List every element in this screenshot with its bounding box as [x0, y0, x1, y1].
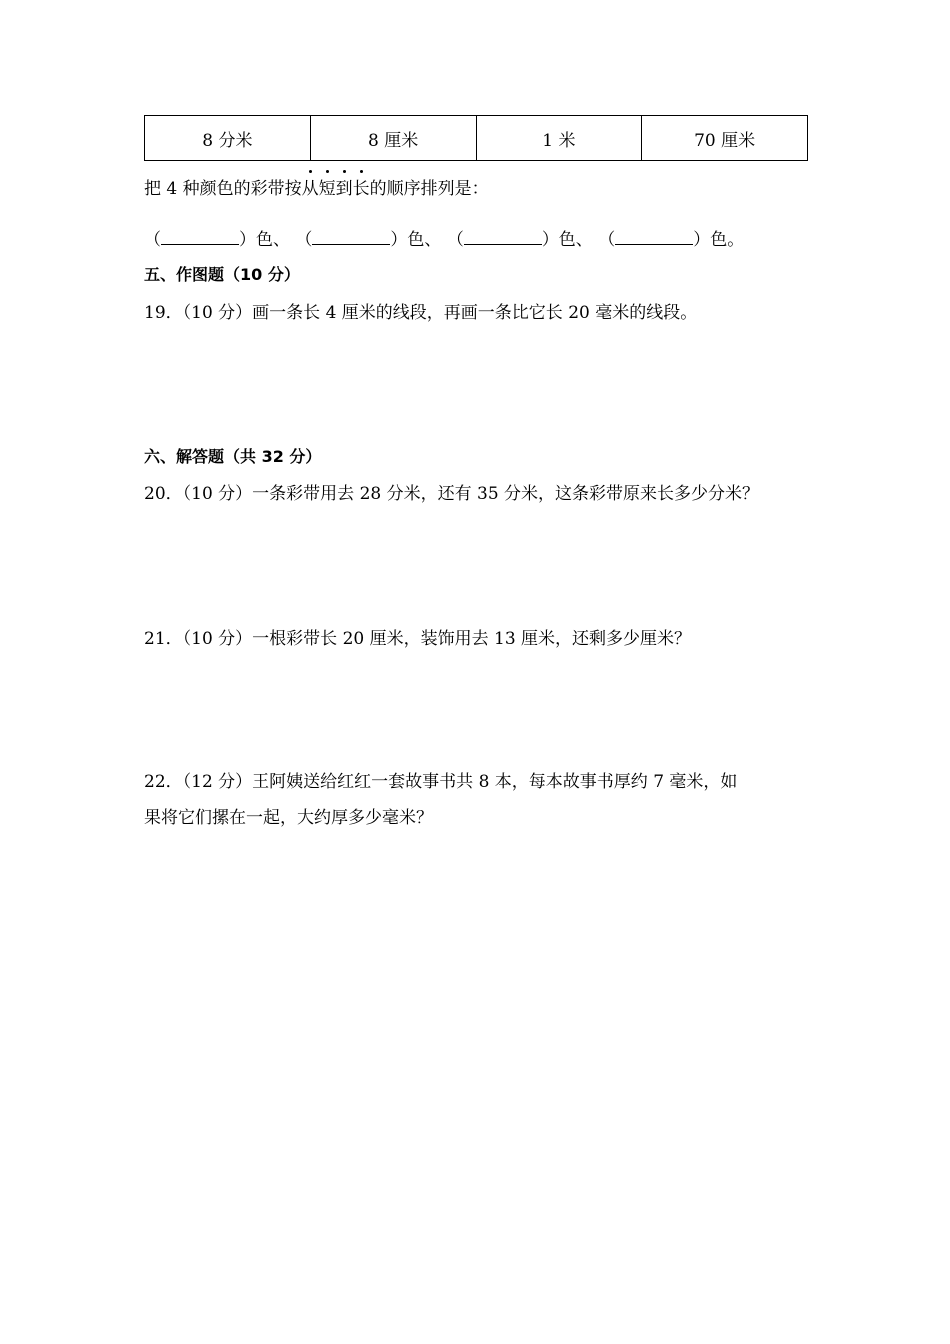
emphasis-char: 短: [319, 177, 336, 201]
question-18-answer-line: [144, 228, 744, 252]
length-table: [144, 115, 808, 161]
emphasis-char: 到: [336, 177, 353, 201]
table-cell: 70 厘米: [642, 116, 808, 161]
answer-blank[interactable]: [464, 228, 542, 245]
table-cell: 8 厘米: [310, 116, 476, 161]
question-20: 20．（10 分）一条彩带用去 28 分米，还有 35 分米，这条彩带原来长多少分米？: [144, 484, 760, 504]
question-18-prompt: [144, 177, 489, 201]
table-row: [145, 116, 808, 161]
q18-prefix: 把 4 种颜色的彩带按: [144, 179, 302, 199]
answer-blank[interactable]: [312, 228, 390, 245]
section-6-heading: 六、解答题（共 32 分）: [144, 447, 322, 466]
answer-blank-group: （ ）色、: [144, 230, 290, 250]
table-cell: 1 米: [476, 116, 642, 161]
answer-blank-group: （ ）色。: [598, 230, 745, 250]
section-5-heading: 五、作图题（10 分）: [144, 265, 300, 284]
answer-blank[interactable]: [161, 228, 239, 245]
answer-blank-group: （ ）色、: [295, 230, 442, 250]
question-21: 21．（10 分）一根彩带长 20 厘米，装饰用去 13 厘米，还剩多少厘米？: [144, 629, 692, 649]
emphasis-char: 从: [302, 177, 319, 201]
table-cell: 8 分米: [145, 116, 311, 161]
question-19: 19．（10 分）画一条长 4 厘米的线段，再画一条比它长 20 毫米的线段。: [144, 303, 698, 323]
question-22-line-2: 果将它们摞在一起，大约厚多少毫米？: [144, 808, 433, 828]
q18-suffix: 的顺序排列是：: [369, 179, 489, 199]
emphasis-char: 长: [353, 177, 370, 201]
answer-blank-group: （ ）色、: [446, 230, 593, 250]
answer-blank[interactable]: [615, 228, 693, 245]
question-22-line-1: 22．（12 分）王阿姨送给红红一套故事书共 8 本，每本故事书厚约 7 毫米，如: [144, 772, 738, 792]
